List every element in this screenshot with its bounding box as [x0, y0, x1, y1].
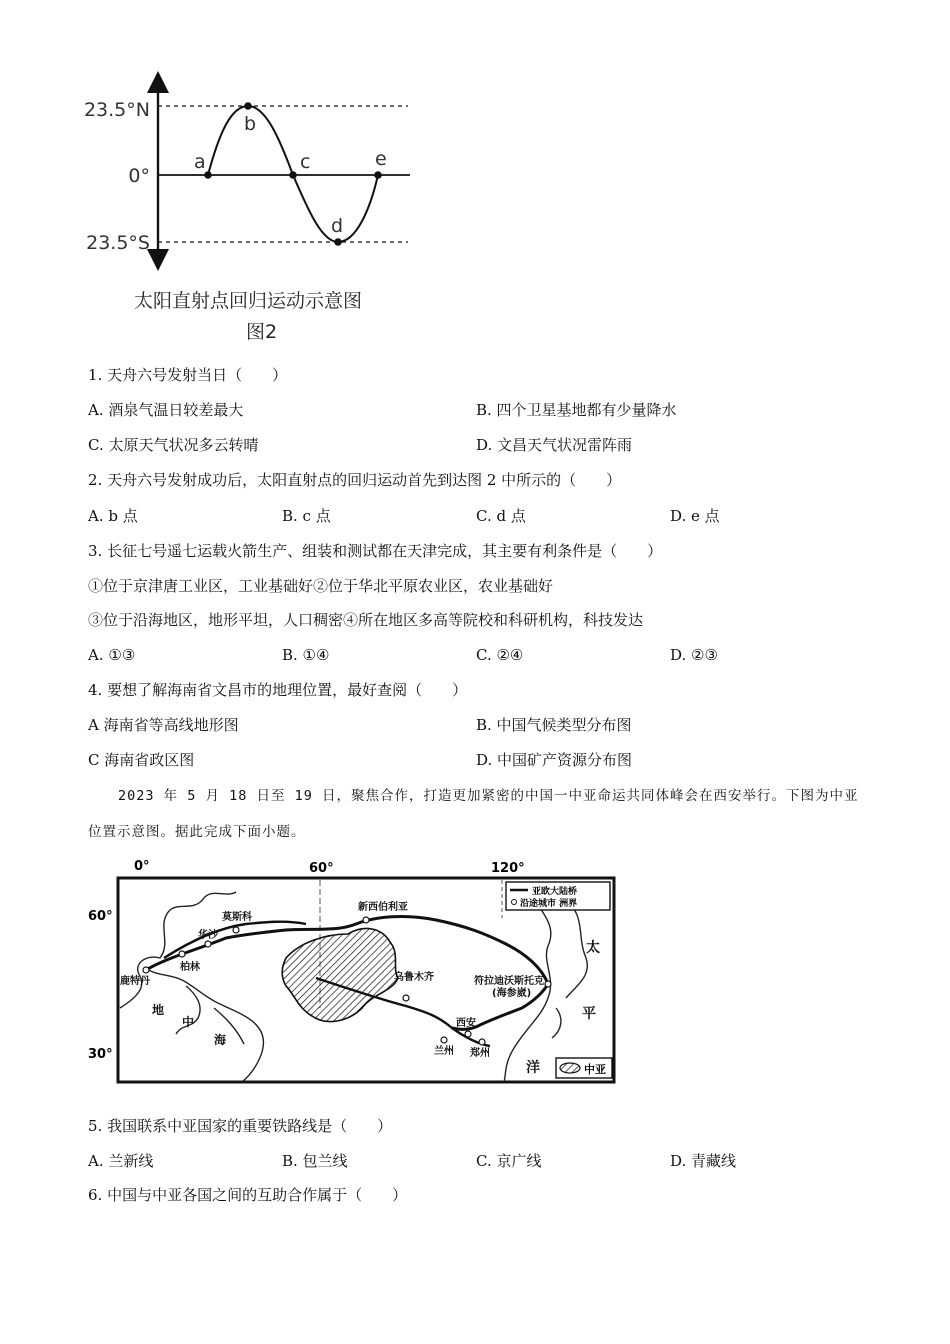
intro-text: 2023 年 5 月 18 日至 19 日，聚焦合作，打造更加紧密的中国一中亚命运共同体峰会在西安举行。下图为中亚位置示意图。据此完成下面小题。 [88, 788, 859, 840]
q2-option-b: B. c 点 [282, 507, 331, 525]
city-vladivostok-alt: (海参崴) [492, 988, 532, 999]
city-warsaw: 华沙 [198, 930, 218, 941]
q5-option-d: D. 青藏线 [670, 1152, 737, 1170]
q4-option-d: D. 中国矿产资源分布图 [476, 751, 633, 769]
point-label-b: b [244, 113, 257, 135]
point-d [334, 238, 342, 246]
question-5-stem: 5. 我国联系中亚国家的重要铁路线是（ ） [88, 1117, 393, 1135]
intro-paragraph [88, 778, 863, 850]
point-c [289, 171, 297, 179]
label-south: 23.5°S [86, 232, 150, 254]
legend-city-label: 沿途城市 洲界 [520, 899, 578, 909]
central-asia-map [86, 858, 626, 1090]
legend-route-label: 亚欧大陆桥 [532, 887, 578, 897]
question-6-stem: 6. 中国与中亚各国之间的互助合作属于（ ） [88, 1186, 408, 1204]
q5-option-a: A. 兰新线 [88, 1152, 154, 1170]
city-vladivostok: 符拉迪沃斯托克 [474, 976, 544, 987]
q2-option-d: D. e 点 [670, 507, 720, 525]
q3-option-c: C. ②④ [476, 646, 524, 664]
figure-caption-title: 太阳直射点回归运动示意图 [134, 290, 363, 312]
city-rotterdam: 鹿特丹 [120, 976, 150, 987]
q2-option-c: C. d 点 [476, 507, 526, 525]
q1-option-b: B. 四个卫星基地都有少量降水 [476, 401, 677, 419]
point-label-a: a [194, 151, 206, 173]
city-dot-xian [465, 1031, 471, 1037]
city-moscow: 莫斯科 [222, 912, 252, 923]
city-dot-rotterdam [143, 967, 149, 973]
city-berlin: 柏林 [180, 962, 200, 973]
point-label-e: e [375, 148, 387, 170]
sea-char-3: 海 [214, 1033, 227, 1047]
legend-region-label: 中亚 [584, 1063, 606, 1076]
question-2-stem: 2. 天舟六号发射成功后，太阳直射点的回归运动首先到达图 2 中所示的（ ） [88, 471, 622, 489]
legend-city-swatch [512, 900, 517, 905]
label-equator: 0° [128, 165, 150, 187]
point-b [244, 102, 252, 110]
q4-option-b: B. 中国气候类型分布图 [476, 716, 632, 734]
q3-condition-2: ③位于沿海地区，地形平坦，人口稠密④所在地区多高等院校和科研机构，科技发达 [88, 611, 644, 629]
q3-option-d: D. ②③ [670, 646, 718, 664]
legend-region-swatch [560, 1063, 580, 1073]
question-4-stem: 4. 要想了解海南省文昌市的地理位置，最好查阅（ ） [88, 681, 468, 699]
q3-option-a: A. ①③ [88, 646, 136, 664]
point-label-c: c [300, 151, 311, 173]
lon-label-60: 60° [309, 861, 334, 876]
lat-label-30: 30° [88, 1047, 113, 1062]
city-dot-zhengzhou [479, 1039, 485, 1045]
question-3-stem: 3. 长征七号遥七运载火箭生产、组装和测试都在天津完成，其主要有利条件是（ ） [88, 542, 663, 560]
city-lanzhou: 兰州 [434, 1046, 454, 1057]
point-label-d: d [331, 215, 344, 237]
lat-label-60: 60° [88, 909, 113, 924]
q4-option-c: C 海南省政区图 [88, 751, 195, 769]
q1-option-a: A. 酒泉气温日较差最大 [88, 401, 244, 419]
subsolar-point-diagram [80, 70, 420, 280]
ocean-char-1: 太 [586, 940, 600, 956]
figure-caption-number: 图2 [246, 321, 278, 343]
ocean-char-3: 洋 [526, 1060, 540, 1076]
city-xian: 西安 [456, 1018, 476, 1029]
city-zhengzhou: 郑州 [470, 1048, 490, 1059]
q5-option-c: C. 京广线 [476, 1152, 542, 1170]
q3-condition-1: ①位于京津唐工业区，工业基础好②位于华北平原农业区，农业基础好 [88, 577, 554, 595]
city-dot-lanzhou [441, 1037, 447, 1043]
city-dot-novosibirsk [363, 917, 369, 923]
city-dot-urumqi [403, 995, 409, 1001]
q5-option-b: B. 包兰线 [282, 1152, 348, 1170]
q1-option-d: D. 文昌天气状况雷阵雨 [476, 436, 633, 454]
city-dot-warsaw [205, 941, 211, 947]
lon-label-0: 0° [134, 859, 150, 874]
label-north: 23.5°N [83, 99, 150, 121]
city-dot-berlin [179, 951, 185, 957]
sea-char-2: 中 [182, 1015, 195, 1029]
city-dot-moscow [233, 927, 239, 933]
sea-char-1: 地 [152, 1003, 165, 1017]
lon-label-120: 120° [491, 861, 525, 876]
q4-option-a: A 海南省等高线地形图 [88, 716, 239, 734]
question-1-stem: 1. 天舟六号发射当日（ ） [88, 366, 288, 384]
q3-option-b: B. ①④ [282, 646, 330, 664]
ocean-char-2: 平 [582, 1006, 596, 1022]
q2-option-a: A. b 点 [88, 507, 138, 525]
city-urumqi: 乌鲁木齐 [394, 972, 434, 983]
q1-option-c: C. 太原天气状况多云转晴 [88, 436, 259, 454]
city-dot-vladivostok [545, 981, 551, 987]
point-e [374, 171, 382, 179]
city-novosibirsk: 新西伯利亚 [358, 902, 408, 913]
